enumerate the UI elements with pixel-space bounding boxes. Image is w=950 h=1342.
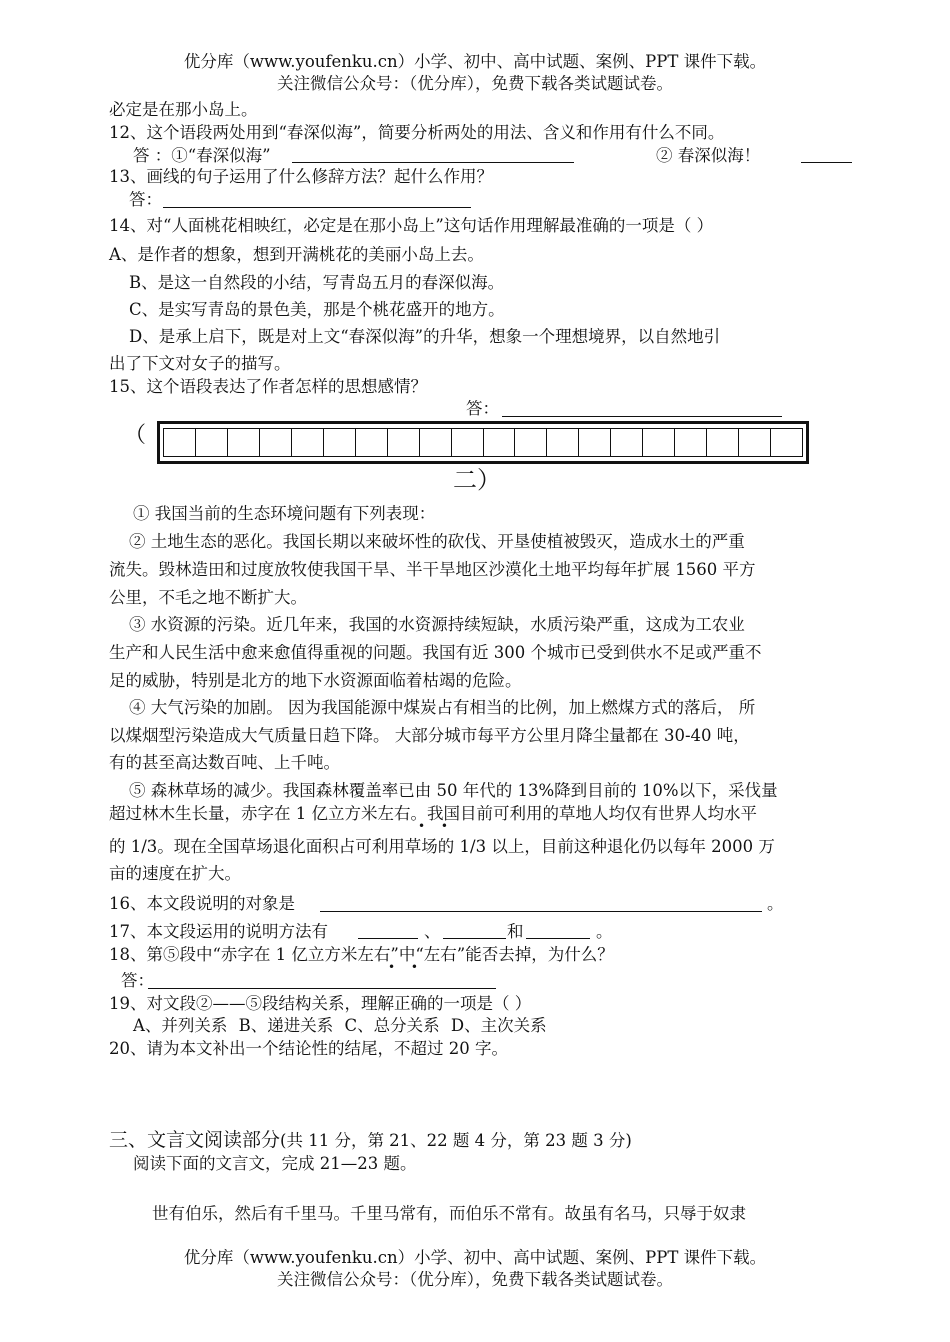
grid-cell[interactable] <box>546 428 578 457</box>
question-17: 17、本文段运用的说明方法有 <box>109 922 328 941</box>
question-16: 16、本文段说明的对象是 <box>109 894 295 913</box>
question-14: 14、对“人面桃花相映红，必定是在那小岛上”这句话作用理解最准确的一项是（ ） <box>109 216 714 235</box>
grid-cell[interactable] <box>291 428 323 457</box>
passage2-p3-line1: ③ 水资源的污染。近几年来，我国的水资源持续短缺，水质污染严重，这成为工农业 <box>129 615 745 634</box>
grid-cell[interactable] <box>227 428 259 457</box>
question-14-option-d-line1: D、是承上启下，既是对上文“春深似海”的升华，想象一个理想境界，以自然地引 <box>129 327 721 346</box>
question-19-options: A、并列关系 B、递进关系 C、总分关系 D、主次关系 <box>133 1016 547 1035</box>
section-open-paren: （ <box>124 423 147 448</box>
passage2-p5-line2: 超过林木生长量，赤字在 1 亿立方米左右。我国目前可利用的草地人均仅有世界人均水平 <box>109 804 757 823</box>
passage2-p4-line3: 有的甚至高达数百吨、上千吨。 <box>109 753 340 772</box>
question-12-answer-a-label: 答 ：①“春深似海” <box>133 146 271 165</box>
question-12-answer-b-label: ② 春深似海！ <box>656 146 761 165</box>
passage-tail: 必定是在那小岛上。 <box>109 100 258 119</box>
grid-cell[interactable] <box>355 428 387 457</box>
grid-cell[interactable] <box>770 428 803 457</box>
grid-cell[interactable] <box>706 428 738 457</box>
grid-cell[interactable] <box>674 428 706 457</box>
grid-cell[interactable] <box>419 428 451 457</box>
passage2-p2-line3: 公里，不毛之地不断扩大。 <box>109 588 307 607</box>
passage2-p4-line2: 以煤烟型污染造成大气质量日趋下降。 大部分城市每平方公里月降尘量都在 30-40 吨， <box>109 726 750 745</box>
grid-cell[interactable] <box>483 428 515 457</box>
section3-classical-text: 世有伯乐，然后有千里马。千里马常有，而伯乐不常有。故虽有名马，只辱于奴隶 <box>152 1204 746 1223</box>
question-17-sep1: 、 <box>424 922 441 941</box>
answer-blank-16[interactable] <box>320 895 762 912</box>
grid-cell[interactable] <box>163 428 195 457</box>
passage2-p3-line3: 足的威胁，特别是北方的地下水资源面临着枯竭的危险。 <box>109 671 522 690</box>
question-19: 19、对文段②——⑤段结构关系，理解正确的一项是（ ） <box>109 994 532 1013</box>
section3-title: 三、文言文阅读部分 <box>109 1129 281 1151</box>
question-14-option-a: A、是作者的想象，想到开满桃花的美丽小岛上去。 <box>109 245 484 264</box>
question-20: 20、请为本文补出一个结论性的结尾，不超过 20 字。 <box>109 1039 508 1058</box>
question-13-answer-label: 答： <box>129 190 162 209</box>
answer-blank-13[interactable] <box>163 191 471 208</box>
passage2-p5-line1: ⑤ 森林草场的减少。我国森林覆盖率已由 50 年代的 13%降到目前的 10%以下，采伐量 <box>129 781 778 800</box>
question-18: 18、第⑤段中“赤字在 1 亿立方米左右”中“左右”能否去掉，为什么？ <box>109 945 614 964</box>
answer-blank-12a[interactable] <box>292 146 574 163</box>
question-14-option-c: C、是实写青岛的景色美，那是个桃花盛开的地方。 <box>129 300 505 319</box>
question-17-sep2: 和 <box>507 922 524 941</box>
passage2-p1: ① 我国当前的生态环境问题有下列表现： <box>133 504 436 523</box>
grid-cell[interactable] <box>259 428 291 457</box>
footer-line-2: 关注微信公众号：（优分库），免费下载各类试题试卷。 <box>277 1270 673 1289</box>
section3-instruction: 阅读下面的文言文，完成 21—23 题。 <box>133 1154 417 1173</box>
answer-blank-17c[interactable] <box>526 922 590 939</box>
passage2-p2-line1: ② 土地生态的恶化。我国长期以来破坏性的砍伐、开垦使植被毁灭，造成水土的严重 <box>129 532 745 551</box>
passage2-p2-line2: 流失。毁林造田和过度放牧使我国干旱、半干旱地区沙漠化土地平均每年扩展 1560 平方 <box>109 560 756 579</box>
passage2-p5-line3: 的 1/3。现在全国草场退化面积占可利用草场的 1/3 以上，目前这种退化仍以每年 2000 万 <box>109 837 775 856</box>
grid-cell[interactable] <box>642 428 674 457</box>
emphasis-dots: • • <box>418 819 454 833</box>
answer-blank-17a[interactable] <box>358 922 418 939</box>
question-12: 12、这个语段两处用到“春深似海”，简要分析两处的用法、含义和作用有什么不同。 <box>109 123 725 142</box>
section-label: 二） <box>453 466 501 494</box>
question-14-option-d-line2: 出了下文对女子的描写。 <box>109 354 291 373</box>
grid-cell[interactable] <box>610 428 642 457</box>
passage2-p3-line2: 生产和人民生活中愈来愈值得重视的问题。我国有近 300 个城市已受到供水不足或严重不 <box>109 643 762 662</box>
emphasis-dots-18: • • <box>388 960 424 974</box>
question-14-option-b: B、是这一自然段的小结，写青岛五月的春深似海。 <box>129 273 505 292</box>
grid-cell[interactable] <box>451 428 483 457</box>
footer-line-1: 优分库（www.youfenku.cn）小学、初中、高中试题、案例、PPT 课件下载。 <box>183 1248 767 1267</box>
grid-cell[interactable] <box>323 428 355 457</box>
question-17-end: 。 <box>596 922 613 941</box>
grid-cell[interactable] <box>738 428 770 457</box>
question-15: 15、这个语段表达了作者怎样的思想感情？ <box>109 377 427 396</box>
section3-score-note: (共 11 分，第 21、22 题 4 分，第 23 题 3 分) <box>280 1131 632 1150</box>
question-16-end: 。 <box>767 894 784 913</box>
passage2-p4-line1: ④ 大气污染的加剧。 因为我国能源中煤炭占有相当的比例，加上燃煤方式的落后， 所 <box>129 698 756 717</box>
question-18-answer-label: 答： <box>121 971 154 990</box>
header-line-2: 关注微信公众号：（优分库），免费下载各类试题试卷。 <box>277 74 673 93</box>
answer-grid[interactable] <box>157 421 809 464</box>
grid-cell[interactable] <box>387 428 419 457</box>
answer-blank-18[interactable] <box>148 972 496 989</box>
section3-heading <box>109 1129 632 1152</box>
header-line-1: 优分库（www.youfenku.cn）小学、初中、高中试题、案例、PPT 课件下载。 <box>183 52 767 71</box>
answer-blank-15[interactable] <box>502 400 782 417</box>
grid-cell[interactable] <box>514 428 546 457</box>
answer-blank-17b[interactable] <box>443 922 506 939</box>
grid-cell[interactable] <box>578 428 610 457</box>
answer-blank-12b[interactable] <box>801 146 852 163</box>
question-13: 13、画线的句子运用了什么修辞方法？起什么作用？ <box>109 167 493 186</box>
grid-cell[interactable] <box>195 428 227 457</box>
passage2-p5-line4: 亩的速度在扩大。 <box>109 864 241 883</box>
question-15-answer-label: 答： <box>466 399 499 418</box>
